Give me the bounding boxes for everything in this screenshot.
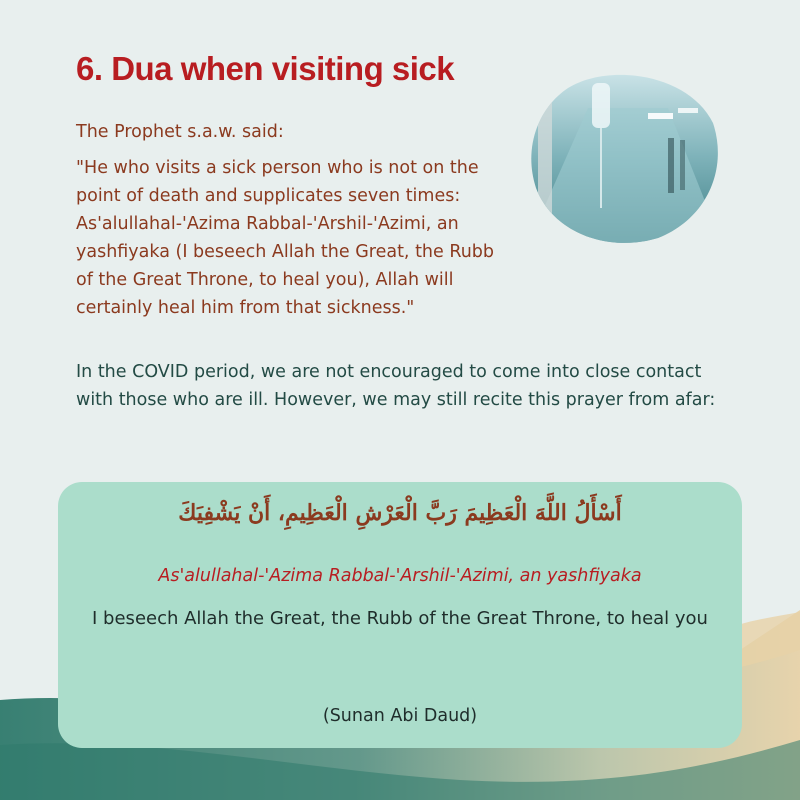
hadith-quote: "He who visits a sick person who is not on the point of death and supplicates seven times: As'alullahal-'Azima Rabbal-'Arshil-'Azimi, an yashfiyaka (I beseech Allah the Great, the Rubb of the Great Throne, to heal you), Allah will certainly heal him from that sickness." — [76, 158, 495, 318]
dua-card — [58, 482, 742, 748]
dua-transliteration: As'alullahal-'Azima Rabbal-'Arshil-'Azimi, an yashfiyaka — [158, 566, 642, 586]
hadith-attribution: The Prophet s.a.w. said: — [76, 122, 284, 142]
dua-source: (Sunan Abi Daud) — [322, 706, 478, 726]
dua-meaning: I beseech Allah the Great, the Rubb of the Great Throne, to heal you — [92, 608, 708, 629]
hospital-corridor-image — [528, 68, 722, 244]
dua-arabic-text: أَسْأَلُ اللَّهَ الْعَظِيمَ رَبَّ الْعَرْشِ الْعَظِيمِ، أَنْ يَشْفِيَكَ — [178, 500, 622, 526]
covid-note: In the COVID period, we are not encouraged to come into close contact with those who are ill. However, we may still recite this prayer from afar: — [76, 362, 716, 410]
page-title: 6. Dua when visiting sick — [76, 50, 455, 87]
hadith-quote-block — [76, 118, 516, 322]
